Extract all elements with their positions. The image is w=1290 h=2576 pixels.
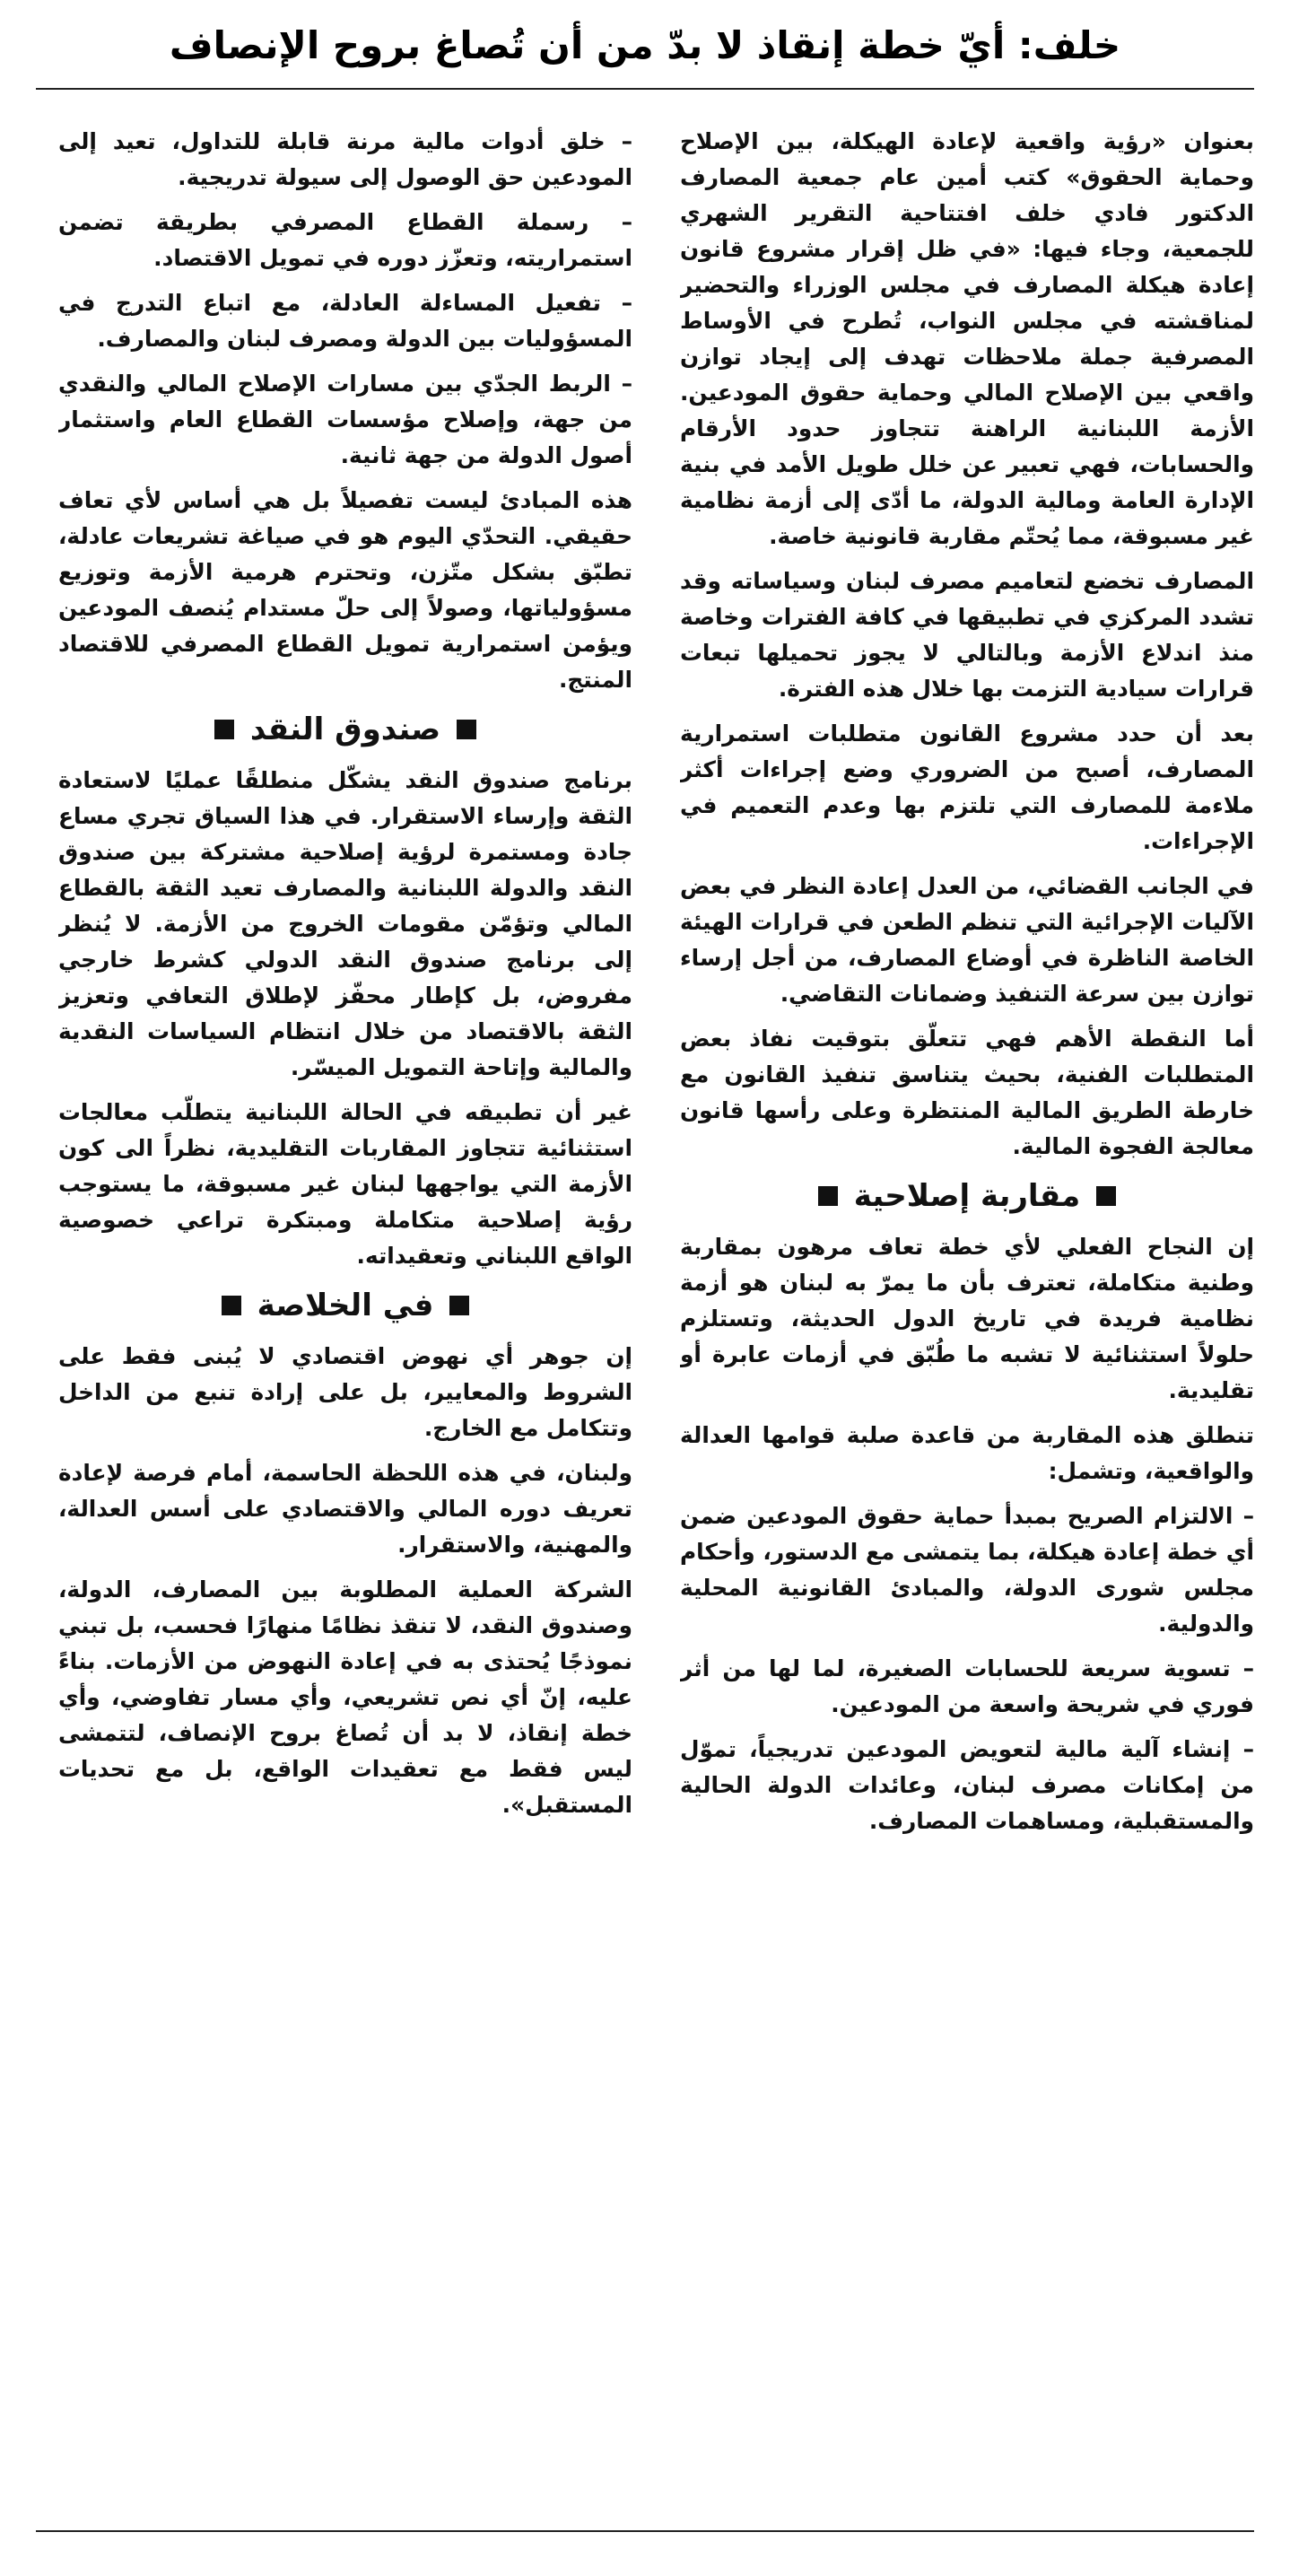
list-item: – خلق أدوات مالية مرنة قابلة للتداول، تعيد إلى المودعين حق الوصول إلى سيولة تدريجية. bbox=[58, 128, 632, 190]
body-paragraph: غير أن تطبيقه في الحالة اللبنانية يتطلّب معالجات استثنائية تتجاوز المقاربات التقليدية، نظراً الى كون الأزمة التي يواجهها لبنان غير مسبوقة، ما يستوجب رؤية إصلاحية متكاملة ومبتكرة تراعي خصوصية الواقع اللبناني وتعقيداته. bbox=[58, 1099, 632, 1269]
body-paragraph: بعد أن حدد مشروع القانون متطلبات استمرارية المصارف، أصبح من الضروري وضع إجراءات أكثر ملاءمة للمصارف التي تلتزم بها وعدم التعميم في الإجراءات. bbox=[680, 720, 1254, 854]
body-paragraph: تنطلق هذه المقاربة من قاعدة صلبة قوامها العدالة والواقعية، وتشمل: bbox=[680, 1422, 1254, 1484]
article-column-left bbox=[58, 124, 632, 2502]
heading-square-icon bbox=[449, 1296, 469, 1315]
section-title: مقاربة إصلاحية bbox=[853, 1178, 1081, 1214]
heading-square-icon bbox=[1096, 1186, 1116, 1206]
body-paragraph: إن النجاح الفعلي لأي خطة تعاف مرهون بمقاربة وطنية متكاملة، تعترف بأن ما يمرّ به لبنان هو أزمة نظامية فريدة في تاريخ الدول الحديثة، وتستلزم حلولاً استثنائية لا تشبه ما طُبّق في أزمات عابرة أو تقليدية. bbox=[680, 1234, 1254, 1403]
list-item: – رسملة القطاع المصرفي بطريقة تضمن استمراريته، وتعزّز دوره في تمويل الاقتصاد. bbox=[58, 209, 632, 271]
article-headline: خلف: أيّ خطة إنقاذ لا بدّ من أن تُصاغ بروح الإنصاف bbox=[169, 23, 1121, 67]
section-heading-reform bbox=[680, 1174, 1254, 1218]
headline-rule bbox=[36, 88, 1254, 90]
list-item: – تسوية سريعة للحسابات الصغيرة، لما لها من أثر فوري في شريحة واسعة من المودعين. bbox=[680, 1655, 1254, 1717]
article-column-right bbox=[680, 124, 1254, 2502]
body-paragraph: الشركة العملية المطلوبة بين المصارف، الدولة، وصندوق النقد، لا تنقذ نظامًا منهارًا فحسب، بل تبني نموذجًا يُحتذى به في إعادة النهوض من الأزمات. بناءً عليه، إنّ أي نص تشريعي، وأي مسار تفاوضي، وأي خطة إنقاذ، لا بد أن تُصاغ بروح الإنصاف، لتتمشى ليس فقط مع تعقيدات الواقع، بل مع تحديات المستقبل». bbox=[58, 1576, 632, 1818]
heading-square-icon bbox=[214, 720, 234, 739]
body-paragraph: هذه المبادئ ليست تفصيلاً بل هي أساس لأي تعاف حقيقي. التحدّي اليوم هو في صياغة تشريعات عادلة، تطبّق بشكل متّزن، وتحترم هرمية الأزمة وتوزيع مسؤولياتها، وصولاً إلى حلّ مستدام يُنصف المودعين ويؤمن استمرارية تمويل القطاع المصرفي للاقتصاد المنتج. bbox=[58, 487, 632, 693]
list-item: – الالتزام الصريح بمبدأ حماية حقوق المودعين ضمن أي خطة إعادة هيكلة، بما يتمشى مع الدستور، وأحكام مجلس شورى الدولة، والمبادئ القانونية المحلية والدولية. bbox=[680, 1503, 1254, 1637]
section-title: صندوق النقد bbox=[249, 712, 441, 747]
heading-square-icon bbox=[818, 1186, 838, 1206]
body-paragraph: بعنوان «رؤية واقعية لإعادة الهيكلة، بين الإصلاح وحماية الحقوق» كتب أمين عام جمعية المصارف الدكتور فادي خلف افتتاحية التقرير الشهري للجمعية، وجاء فيها: «في ظل إقرار مشروع قانون إعادة هيكلة المصارف في مجلس الوزراء والتحضير لمناقشته في مجلس النواب، تُطرح في الأوساط المصرفية جملة ملاحظات تهدف إلى إيجاد توازن واقعي بين الإصلاح المالي وحماية حقوق المودعين. الأزمة اللبنانية الراهنة تتجاوز حدود الأرقام والحسابات، فهي تعبير عن خلل طويل الأمد في بنية الإدارة العامة ومالية الدولة، ما أدّى إلى أزمة نظامية غير مسبوقة، مما يُحتّم مقاربة قانونية خاصة. bbox=[680, 128, 1254, 549]
list-item: – إنشاء آلية مالية لتعويض المودعين تدريجياً، تموّل من إمكانات مصرف لبنان، وعائدات الدولة الحالية والمستقبلية، ومساهمات المصارف. bbox=[680, 1736, 1254, 1834]
list-item: – تفعيل المساءلة العادلة، مع اتباع التدرج في المسؤوليات بين الدولة ومصرف لبنان والمصارف. bbox=[58, 290, 632, 352]
section-title: في الخلاصة bbox=[257, 1288, 434, 1323]
body-paragraph: إن جوهر أي نهوض اقتصادي لا يُبنى فقط على الشروط والمعايير، بل على إرادة تنبع من الداخل وتتكامل مع الخارج. bbox=[58, 1343, 632, 1441]
heading-square-icon bbox=[457, 720, 476, 739]
footer-rule bbox=[36, 2530, 1254, 2532]
section-heading-imf bbox=[58, 707, 632, 752]
list-item: – الربط الجدّي بين مسارات الإصلاح المالي والنقدي من جهة، وإصلاح مؤسسات القطاع العام واستثمار أصول الدولة من جهة ثانية. bbox=[58, 371, 632, 468]
section-heading-conclusion bbox=[58, 1283, 632, 1328]
heading-square-icon bbox=[222, 1296, 241, 1315]
body-paragraph: ولبنان، في هذه اللحظة الحاسمة، أمام فرصة لإعادة تعريف دوره المالي والاقتصادي على أسس العدالة، والمهنية، والاستقرار. bbox=[58, 1460, 632, 1558]
body-paragraph: في الجانب القضائي، من العدل إعادة النظر في بعض الآليات الإجرائية التي تنظم الطعن في قرارات الهيئة الخاصة الناظرة في أوضاع المصارف، من أجل إرساء توازن بين سرعة التنفيذ وضمانات التقاضي. bbox=[680, 873, 1254, 1007]
body-paragraph: برنامج صندوق النقد يشكّل منطلقًا عمليًا لاستعادة الثقة وإرساء الاستقرار. في هذا السياق تجري مساع جادة ومستمرة لرؤية إصلاحية مشتركة بين صندوق النقد والدولة اللبنانية والمصارف تعيد الثقة بالقطاع المالي وتؤمّن مقومات الخروج من الأزمة. لا يُنظر إلى برنامج صندوق النقد الدولي كشرط خارجي مفروض، بل كإطار محفّز لإطلاق التعافي وتعزيز الثقة بالاقتصاد من خلال انتظام السياسات النقدية والمالية وإتاحة التمويل الميسّر. bbox=[58, 767, 632, 1080]
body-paragraph: أما النقطة الأهم فهي تتعلّق بتوقيت نفاذ بعض المتطلبات الفنية، بحيث يتناسق تنفيذ القانون مع خارطة الطريق المالية المنتظرة وعلى رأسها قانون معالجة الفجوة المالية. bbox=[680, 1026, 1254, 1159]
body-paragraph: المصارف تخضع لتعاميم مصرف لبنان وسياساته وقد تشدد المركزي في تطبيقها في كافة الفترات وخاصة منذ اندلاع الأزمة وبالتالي لا يجوز تحميلها تبعات قرارات سيادية التزمت بها خلال هذه الفترة. bbox=[680, 568, 1254, 702]
